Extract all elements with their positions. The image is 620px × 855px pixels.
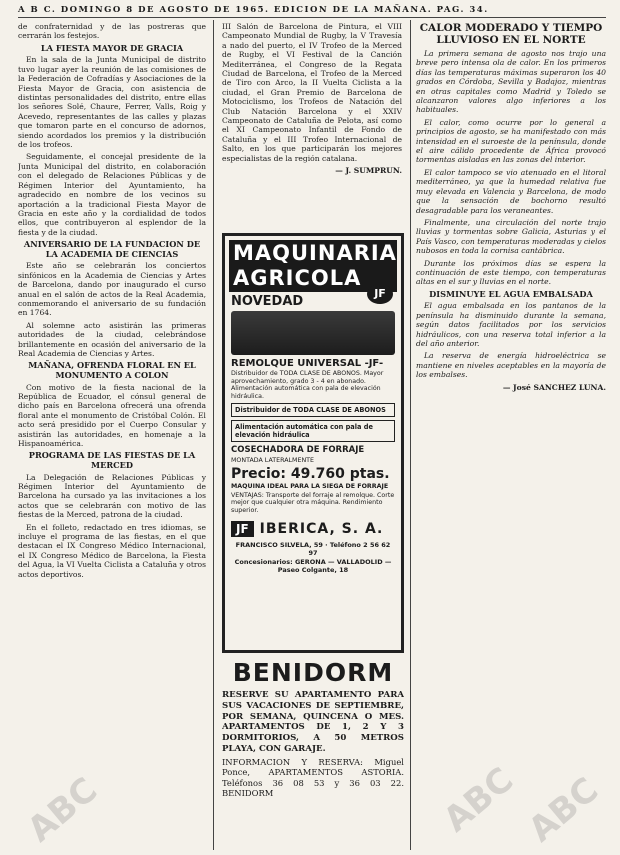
- article-paragraph: En la sala de la Junta Municipal de distrito tuvo lugar ayer la reunión de las comisiones de la Federación de Cofradías y Asociaciones de la Fiesta Mayor de Gracia, con asistencia de distintas personalidades del distrito, entre ellas los señores Solé, Chaure, Ferrer, Valls, Roig y Acevedo, representantes de las calles y plazas que tomaron parte en el concurso de adornos, siendo acordados los premios y la distribución de los trofeos.: [18, 55, 206, 150]
- article-paragraph: Durante los próximos días se espera la continuación de este tiempo, con temperaturas altas en el sur y lluvias en el norte.: [416, 258, 606, 287]
- article-paragraph: La reserva de energía hidroeléctrica se mantiene en niveles aceptables en la mayoría de los embalses.: [416, 351, 606, 380]
- article-paragraph: Con motivo de la fiesta nacional de la República de Ecuador, el cónsul general de dicho país en Barcelona ofrecerá una ofrenda floral ante el monumento de Cristóbal Colón. El acto será presidido por el Cuerpo Consular y asistirán las autoridades, en homenaje a la Hispanoamérica.: [18, 382, 206, 448]
- article-heading: PROGRAMA DE LAS FIESTAS DE LA MERCED: [28, 450, 196, 470]
- ad-machine-desc: MAQUINA IDEAL PARA LA SIEGA DE FORRAJE: [231, 482, 389, 490]
- article-heading: MAÑANA, OFRENDA FLORAL EN EL MONUMENTO A COLON: [28, 360, 196, 380]
- advertisement-benidorm: [222, 658, 404, 848]
- intro-text: de confraternidad y de las postreras que cerrarán los festejos.: [18, 22, 206, 41]
- abc-watermark-stamp: ABC: [20, 769, 106, 851]
- jf-logo-icon: JF: [367, 284, 393, 304]
- article-paragraph: Seguidamente, el concejal presidente de la Junta Municipal del distrito, en colaboración con el delegado de Relaciones Públicas y de Régimen Interior del Ayuntamiento, ha agradecido en nombre de los vecinos su aportación a la tradicional Fiesta Mayor de Gracia en este año y la cordialidad de todos ellos, que contribuyeron al esplendor de la fiesta y de la ciudad.: [18, 152, 206, 237]
- article-heading: LA FIESTA MAYOR DE GRACIA: [40, 42, 184, 53]
- ad-title-line2: AGRICOLA: [229, 267, 397, 292]
- column-left: [18, 22, 206, 851]
- ad-novedad: NOVEDAD: [231, 294, 304, 309]
- article-signature: — J. SUMPRUN.: [335, 166, 402, 176]
- ad-cosechadora-title: COSECHADORA DE FORRAJE: [231, 445, 365, 456]
- ad-feature-box: Alimentación automática con pala de elevación hidráulica: [231, 420, 395, 442]
- article-paragraph: El calor, como ocurre por lo general a principios de agosto, se ha manifestado con más intensidad en el suroeste de la península, donde el aire cálido procedente de África provocó tormentas aisladas en las zonas del interior.: [416, 117, 606, 165]
- ad-ventajas: VENTAJAS: Transporte del forraje al remolque. Corte mejor que cualquier otra máquina. Rendimiento superior.: [231, 491, 395, 514]
- column-right: [416, 22, 607, 851]
- advertisement-maquinaria: [222, 233, 404, 653]
- article-paragraph: La Delegación de Relaciones Públicas y Régimen Interior del Ayuntamiento de Barcelona ha cursado ya las invitaciones a los actos que se celebrarán con motivo de las fiestas de la Merced, patrona de la ciudad.: [18, 472, 206, 520]
- header-rule: [18, 17, 606, 18]
- column-divider-2: [410, 20, 411, 850]
- ad-feature-box: Distribuidor de TODA CLASE DE ABONOS: [231, 403, 395, 417]
- article-subheading: DISMINUYE EL AGUA EMBALSADA: [429, 288, 593, 299]
- abc-watermark-stamp: ABC: [436, 759, 522, 841]
- ad-brand-address: Concesionarios: GERONA — VALLADOLID — Paseo Colgante, 18: [234, 558, 392, 575]
- ad-brand-name: IBERICA, S. A.: [259, 521, 384, 538]
- ad-title: MAQUINARIA: [229, 240, 397, 267]
- article-paragraph: El calor tampoco se vio atenuado en el litoral mediterráneo, ya que la humedad relativa fue muy elevada en Valencia y Barcelona, de modo que la sensación de bochorno resultó desagradable para los veraneantes.: [416, 167, 606, 215]
- column-divider-1: [213, 20, 214, 850]
- article-heading: CALOR MODERADO Y TIEMPO LLUVIOSO EN EL NORTE: [419, 22, 603, 46]
- trailer-image: [231, 311, 395, 355]
- ad-cosechadora-sub: MONTADA LATERALMENTE: [231, 457, 314, 465]
- benidorm-info: INFORMACION Y RESERVA: Miguel Ponce, APARTAMENTOS ASTORIA. Teléfonos 36 08 53 y 36 03 22. BENIDORM: [222, 756, 404, 798]
- article-sub-body: [416, 301, 606, 379]
- abc-watermark-stamp: ABC: [521, 769, 607, 851]
- ad-price: Precio: 49.760 ptas.: [231, 465, 390, 482]
- ad-remolque-desc: Distribuidor de TODA CLASE DE ABONOS. Mayor aprovechamiento, grado 3 - 4 en abonado. Alimentación automática con pala de elevación hidráulica.: [231, 370, 384, 400]
- article-paragraph: En el folleto, redactado en tres idiomas, se incluye el programa de las fiestas, en el que destacan el IX Congreso Médico Internacional, el IX Congreso Médico de Barcelona, la Fiesta del Agua, la VI Vuelta Ciclista a Cataluña y otros actos deportivos.: [18, 522, 206, 579]
- article-paragraph: Este año se celebrarán los conciertos sinfónicos en la Academia de Ciencias y Artes de Barcelona, dando por inaugurado el curso anual en el salón de actos de la Real Academia, conmemorando el aniversario de su fundación en 1764.: [18, 261, 206, 318]
- benidorm-title: BENIDORM: [232, 658, 394, 687]
- jf-brand-logo-icon: JF: [231, 521, 254, 537]
- benidorm-body: RESERVE SU APARTAMENTO PARA SUS VACACIONES DE SEPTIEMBRE, POR SEMANA, QUINCENA O MES. APARTAMENTOS DE 1, 2 Y 3 DORMITORIOS, A 50 METROS PLAYA, CON GARAJE.: [222, 690, 404, 754]
- ad-brand-contact: FRANCISCO SILVELA, 59 · Teléfono 2 56 62 97: [235, 541, 391, 558]
- article-paragraph: El agua embalsada en los pantanos de la península ha disminuido durante la semana, según datos facilitados por los servicios hidráulicos, con una reserva total inferior a la del año anterior.: [416, 301, 606, 348]
- page-header: A B C. DOMINGO 8 DE AGOSTO DE 1965. EDICION DE LA MAÑANA. PAG. 34.: [18, 5, 489, 15]
- ad-remolque-title: REMOLQUE UNIVERSAL -JF-: [231, 358, 384, 369]
- ad-brand-row: [231, 518, 395, 540]
- article-paragraph: III Salón de Barcelona de Pintura, el VIII Campeonato Mundial de Rugby, la V Travesía a nado del puerto, el IV Trofeo de la Merced de Rugby, el VI Festival de la Canción Mediterránea, el Congreso de la Regata Ciudad de Barcelona, el Trofeo de la Merced de Tiro con Arco, la II Vuelta Ciclista a la ciudad, el Gran Premio de Barcelona de Motociclismo, los Trofeos de Natación del Club Natación Barcelona y el XXIV Campeonato de Cataluña de Pelota, así como el XI Campeonato Infantil de Fondo de Cataluña y el III Trofeo Internacional de Salto, en los que participarán los mejores especialistas de la región catalana.: [222, 22, 402, 163]
- article-heading: ANIVERSARIO DE LA FUNDACION DE LA ACADEMIA DE CIENCIAS: [23, 239, 201, 259]
- article-paragraph: Finalmente, una circulación del norte trajo lluvias y tormentas sobre Galicia, Asturias y el País Vasco, con temperaturas moderadas y cielos nubosos en toda la cornisa cantábrica.: [416, 217, 606, 256]
- column-middle-text: [222, 22, 402, 227]
- article-body: [416, 49, 606, 287]
- article-signature: — José SANCHEZ LUNA.: [502, 382, 606, 392]
- article-paragraph: La primera semana de agosto nos trajo una breve pero intensa ola de calor. En los primeros días las temperaturas máximas superaron los 40 grados en Córdoba, Sevilla y Badajoz, mientras en otras capitales como Madrid y Toledo se alcanzaron valores algo inferiores a los habituales.: [416, 49, 606, 115]
- article-paragraph: Al solemne acto asistirán las primeras autoridades de la ciudad, celebrándose brillantemente en ocasión del aniversario de la Real Academia de Ciencias y Artes.: [18, 320, 206, 358]
